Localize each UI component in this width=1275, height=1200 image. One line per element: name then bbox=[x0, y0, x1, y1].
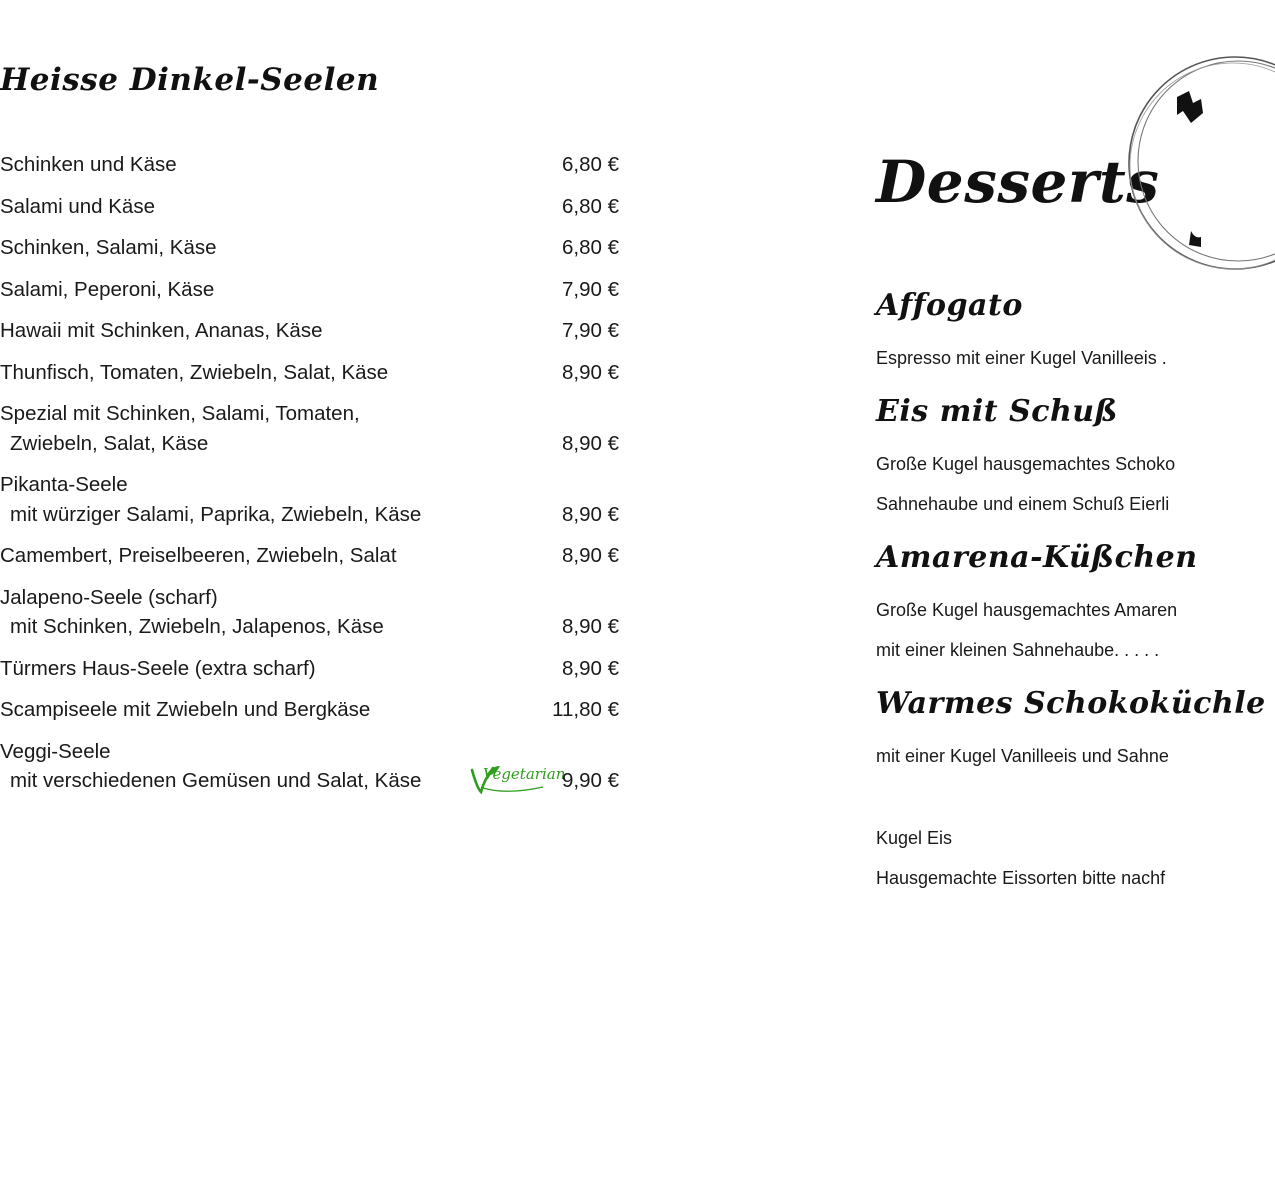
item-description: mit verschiedenen Gemüsen und Salat, Käse bbox=[10, 769, 422, 792]
dessert-description: Sahnehaube und einem Schuß Eierli bbox=[876, 494, 1170, 514]
dessert-description: mit einer Kugel Vanilleeis und Sahne bbox=[876, 746, 1169, 766]
item-name: Scampiseele mit Zwiebeln und Bergkäse bbox=[0, 698, 371, 721]
section-title-desserts: Desserts bbox=[876, 148, 1160, 216]
item-name: Veggi-Seele bbox=[0, 739, 111, 763]
item-price: 11,80 € bbox=[552, 698, 619, 721]
item-price: 7,90 € bbox=[562, 277, 619, 301]
item-name: Hawaii mit Schinken, Ananas, Käse bbox=[0, 319, 323, 342]
ice-cream-flavors-note: Hausgemachte Eissorten bitte nachf bbox=[876, 868, 1166, 888]
dessert-description: Große Kugel hausgemachtes Schoko bbox=[876, 454, 1176, 474]
item-price: 8,90 € bbox=[562, 615, 619, 638]
item-price: 6,80 € bbox=[562, 153, 619, 176]
item-name: Salami, Peperoni, Käse bbox=[0, 277, 215, 301]
item-price: 9,90 € bbox=[562, 769, 619, 792]
menu-item bbox=[0, 358, 625, 388]
menu-item bbox=[0, 470, 625, 529]
item-name: Schinken und Käse bbox=[0, 153, 177, 176]
menu-item bbox=[0, 541, 625, 571]
menu-item bbox=[0, 399, 625, 458]
vegetarian-badge-icon bbox=[469, 762, 566, 796]
item-name: Jalapeno-Seele (scharf) bbox=[0, 585, 218, 609]
dessert-heading: Amarena-Küßchen bbox=[876, 540, 1198, 575]
item-description: Zwiebeln, Salat, Käse bbox=[10, 431, 209, 455]
item-name: Türmers Haus-Seele (extra scharf) bbox=[0, 656, 316, 680]
menu-item bbox=[0, 316, 625, 346]
dessert-description: Espresso mit einer Kugel Vanilleeis . bbox=[876, 348, 1167, 368]
menu-item bbox=[0, 583, 625, 642]
item-price: 6,80 € bbox=[562, 194, 619, 218]
dessert-heading: Warmes Schokoküchle bbox=[876, 686, 1266, 721]
item-price: 8,90 € bbox=[562, 431, 619, 455]
item-price: 8,90 € bbox=[562, 656, 619, 680]
item-price: 8,90 € bbox=[562, 360, 619, 384]
item-price: 7,90 € bbox=[562, 319, 619, 342]
menu-item bbox=[0, 150, 625, 180]
seelen-menu-list bbox=[0, 150, 625, 808]
item-price: 6,80 € bbox=[562, 236, 619, 259]
item-description: mit Schinken, Zwiebeln, Jalapenos, Käse bbox=[10, 615, 384, 638]
menu-item bbox=[0, 737, 625, 796]
item-name: Pikanta-Seele bbox=[0, 473, 128, 496]
dessert-heading: Eis mit Schuß bbox=[876, 394, 1118, 429]
item-name: Camembert, Preiselbeeren, Zwiebeln, Salat bbox=[0, 544, 397, 567]
menu-item bbox=[0, 192, 625, 222]
menu-item bbox=[0, 275, 625, 305]
section-title-dinkel-seelen: Heisse Dinkel-Seelen bbox=[0, 62, 380, 98]
logo-emblem bbox=[1125, 53, 1275, 273]
item-name: Salami und Käse bbox=[0, 194, 155, 218]
menu-item bbox=[0, 695, 625, 725]
dessert-description: Große Kugel hausgemachtes Amaren bbox=[876, 600, 1178, 620]
item-name: Thunfisch, Tomaten, Zwiebeln, Salat, Käse bbox=[0, 360, 389, 384]
dessert-description: mit einer kleinen Sahnehaube. . . . . bbox=[876, 640, 1160, 660]
menu-item bbox=[0, 654, 625, 684]
item-price: 8,90 € bbox=[562, 544, 619, 567]
vegetarian-badge-label: Vegetarian bbox=[483, 765, 566, 783]
item-description: mit würziger Salami, Paprika, Zwiebeln, Käse bbox=[10, 502, 422, 526]
menu-item bbox=[0, 233, 625, 263]
dessert-heading: Affogato bbox=[876, 288, 1023, 323]
item-name: Spezial mit Schinken, Salami, Tomaten, bbox=[0, 402, 360, 425]
item-price: 8,90 € bbox=[562, 502, 619, 526]
ice-cream-scoop-label: Kugel Eis bbox=[876, 828, 953, 848]
item-name: Schinken, Salami, Käse bbox=[0, 236, 217, 259]
